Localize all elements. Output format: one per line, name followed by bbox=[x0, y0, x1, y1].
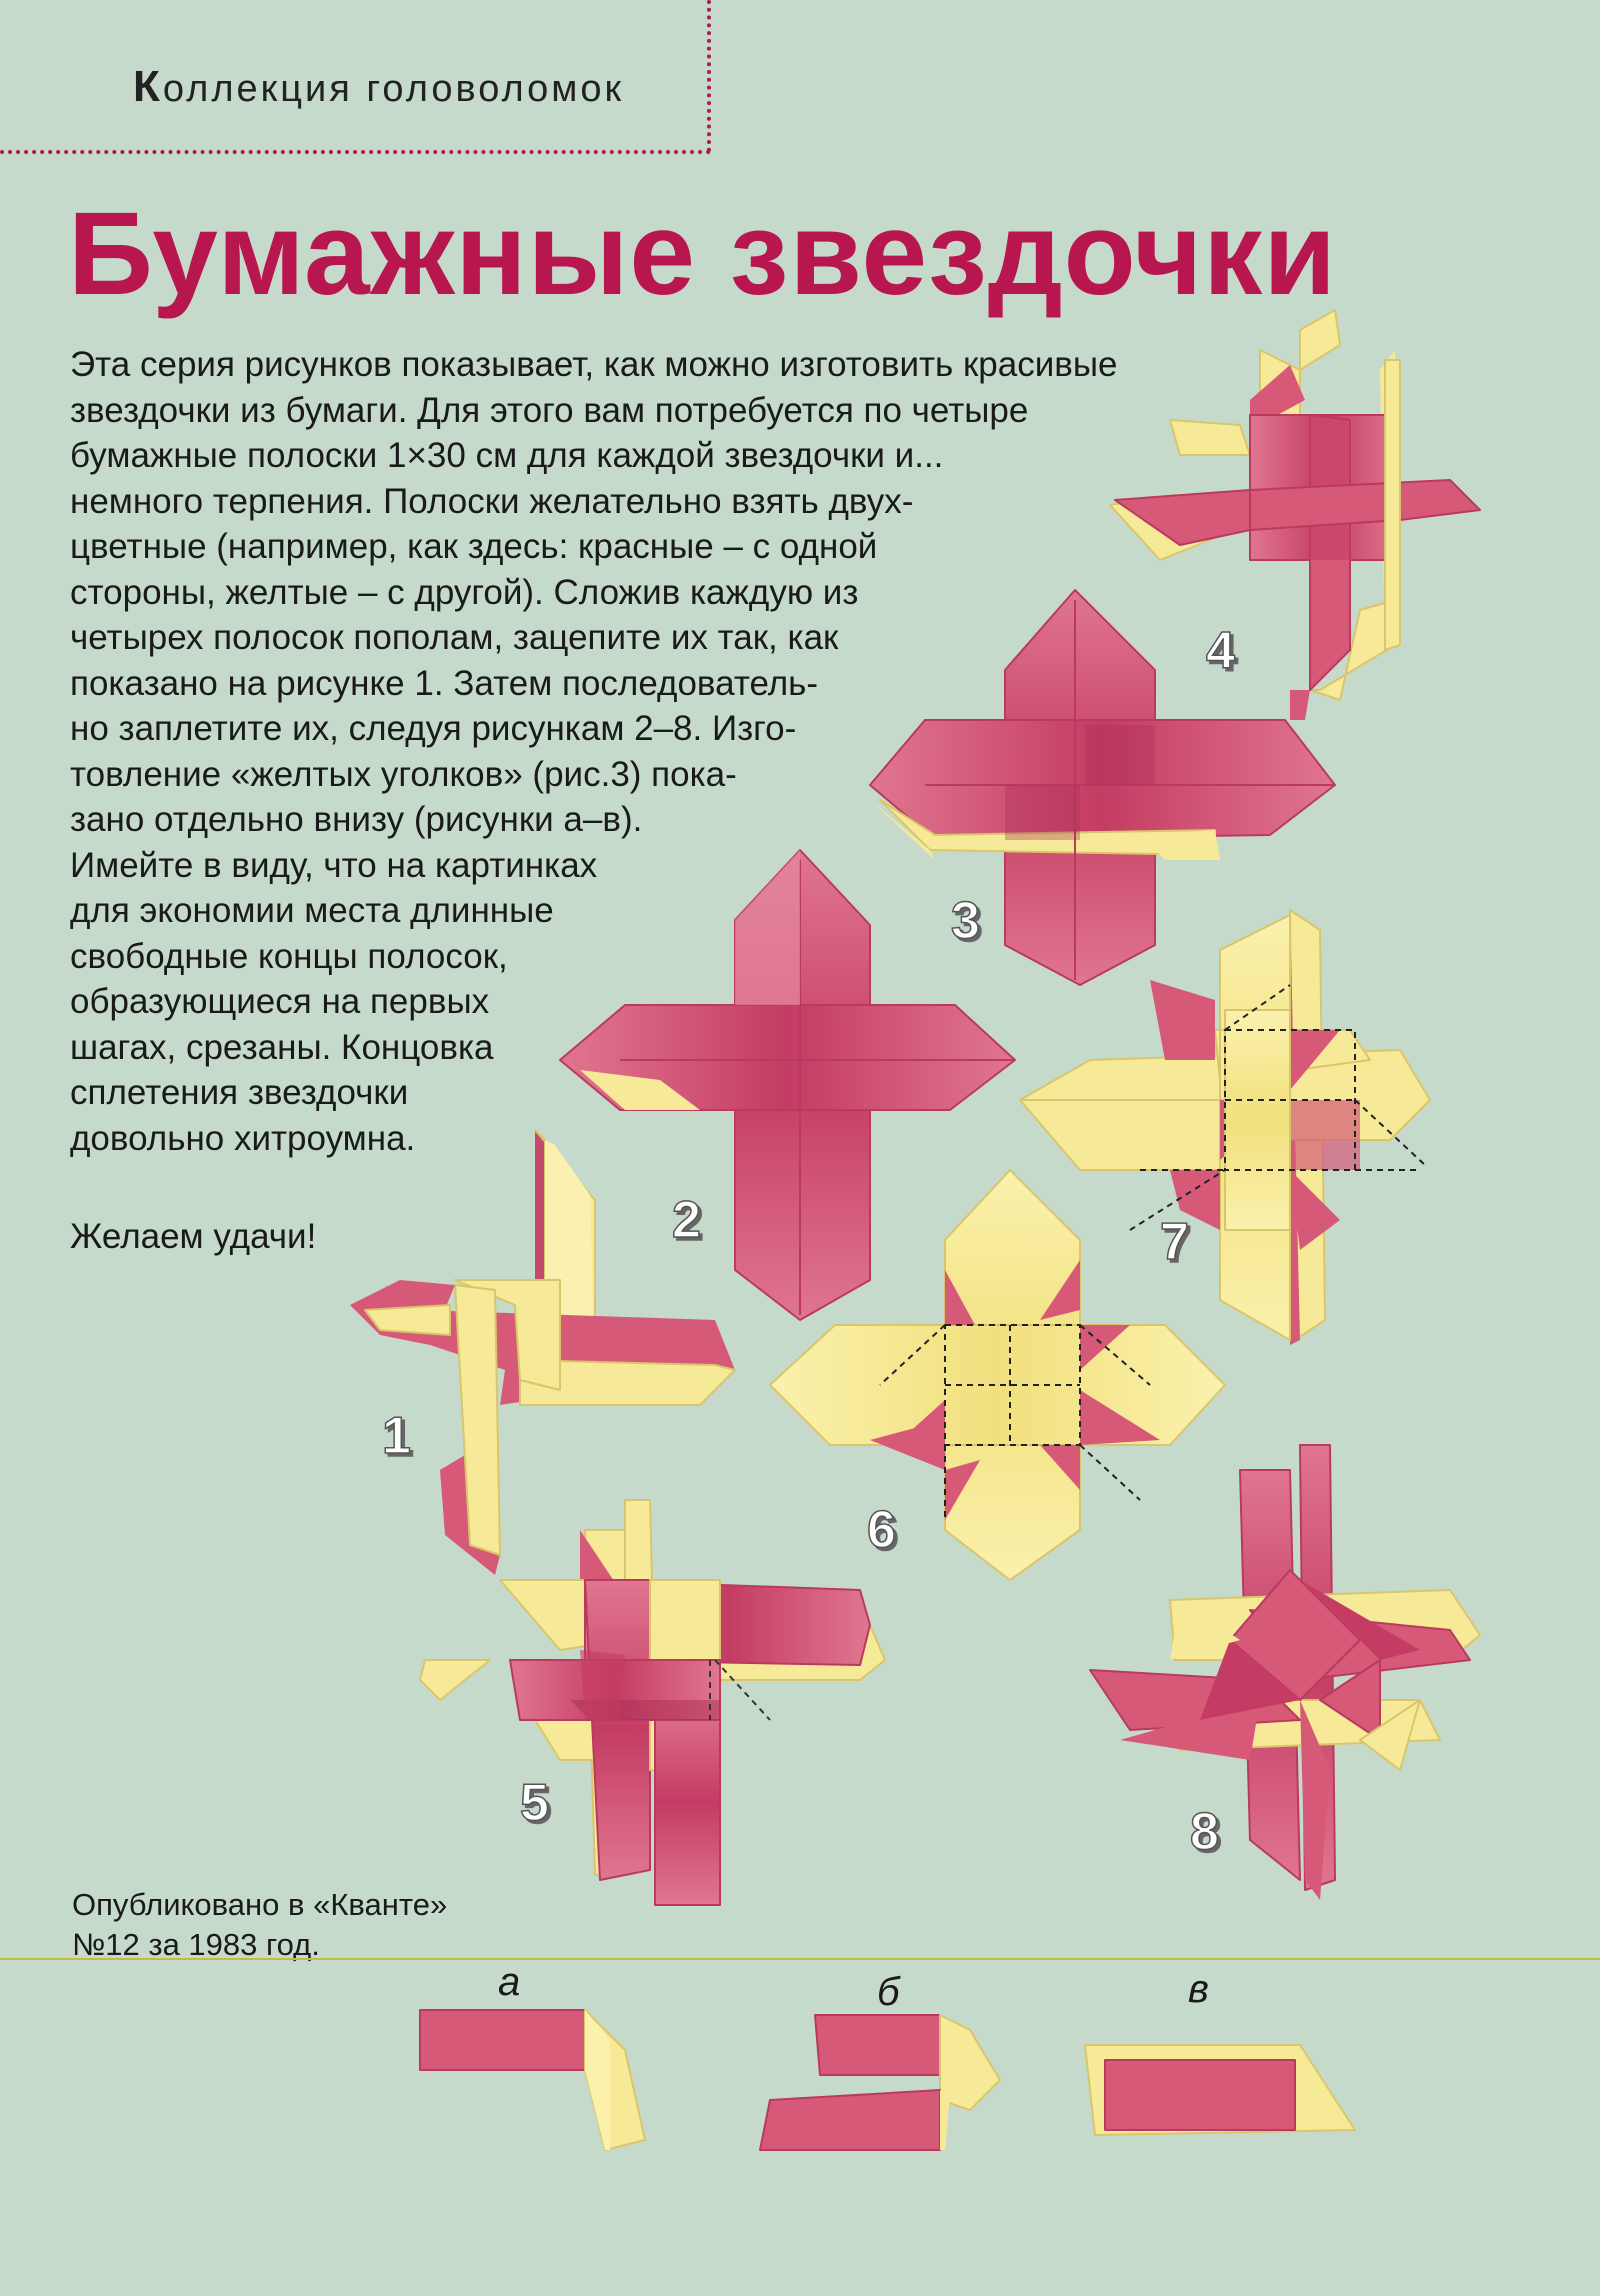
intro-line: сплетения звездочки bbox=[70, 1073, 409, 1112]
intro-line: Имейте в виду, что на картинках bbox=[70, 845, 598, 885]
step-number-7: 7 bbox=[1160, 1213, 1189, 1271]
intro-line: но заплетите их, следуя рисункам 2–8. Изго- bbox=[70, 709, 797, 748]
step-number-6: 6 bbox=[867, 1501, 896, 1559]
intro-line: для экономии места длинные bbox=[70, 891, 554, 930]
intro-line: стороны, желтые – с другой). Сложив каждую из bbox=[70, 572, 859, 612]
intro-line: зано отдельно внизу (рисунки а–в). bbox=[70, 800, 643, 839]
figure-4 bbox=[1110, 310, 1480, 720]
intro-line: цветные (например, как здесь: красные – с одной bbox=[70, 527, 878, 566]
step-number-5: 5 bbox=[520, 1774, 549, 1832]
step-number-2: 2 bbox=[672, 1191, 701, 1249]
step-number-3: 3 bbox=[951, 892, 980, 950]
sub-figure-c bbox=[1085, 2045, 1355, 2135]
step-number-8: 8 bbox=[1190, 1803, 1219, 1861]
intro-line: товление «желтых уголков» (рис.3) пока- bbox=[70, 754, 737, 794]
intro-line: звездочки из бумаги. Для этого вам потребуется по четыре bbox=[70, 390, 1029, 430]
intro-line: бумажные полоски 1×30 см для каждой звездочки и... bbox=[70, 436, 944, 475]
intro-line: Эта серия рисунков показывает, как можно изготовить красивые bbox=[70, 345, 1118, 384]
sub-label-a: а bbox=[498, 1960, 521, 2004]
step-number-1: 1 bbox=[382, 1407, 411, 1465]
figure-8 bbox=[1090, 1445, 1480, 1900]
publication-line: Опубликовано в «Кванте» bbox=[72, 1887, 448, 1922]
intro-line: шагах, срезаны. Концовка bbox=[70, 1027, 494, 1067]
step-number-4: 4 bbox=[1206, 622, 1235, 680]
intro-line: свободные концы полосок, bbox=[70, 936, 508, 976]
figure-3 bbox=[870, 590, 1335, 985]
intro-line: довольно хитроумна. bbox=[70, 1118, 416, 1158]
sub-label-c: в bbox=[1188, 1967, 1209, 2011]
intro-line: показано на рисунке 1. Затем последователь- bbox=[70, 663, 819, 703]
closing-wish: Желаем удачи! bbox=[70, 1217, 317, 1256]
publication-line: №12 за 1983 год. bbox=[72, 1927, 320, 1962]
section-label-initial: К bbox=[133, 62, 163, 111]
intro-line: немного терпения. Полоски желательно взять двух- bbox=[70, 481, 914, 521]
page-title: Бумажные звездочки bbox=[68, 188, 1337, 320]
sub-figure-b bbox=[760, 2015, 1000, 2150]
intro-line: образующиеся на первых bbox=[70, 982, 490, 1021]
sub-label-b: б bbox=[877, 1970, 900, 2014]
sub-figure-a bbox=[420, 2010, 645, 2150]
intro-line: четырех полосок пополам, зацепите их так, как bbox=[70, 618, 839, 657]
section-label-rest: оллекция головоломок bbox=[162, 68, 625, 110]
